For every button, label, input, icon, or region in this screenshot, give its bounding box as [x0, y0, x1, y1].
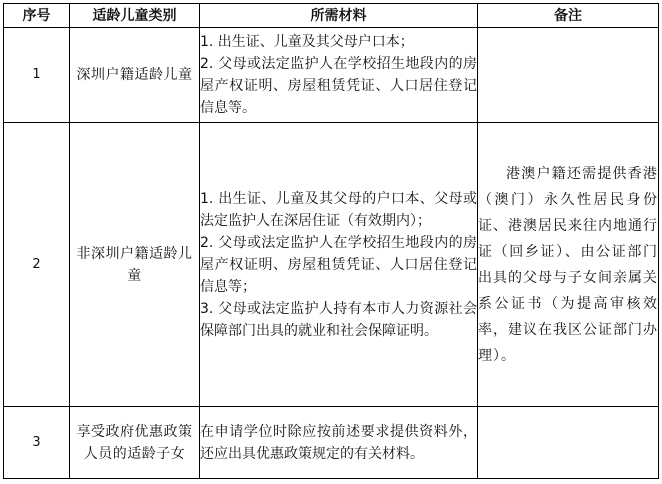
material-item: 2. 父母或法定监护人在学校招生地段内的房屋产权证明、房屋租赁凭证、人口居住登记信息等； — [200, 234, 477, 295]
header-category: 适龄儿童类别 — [70, 4, 200, 28]
row-index: 2 — [4, 123, 70, 407]
row-materials — [200, 407, 478, 479]
row-note — [478, 28, 659, 123]
row-materials — [200, 28, 478, 123]
row-note — [478, 407, 659, 479]
table-row — [4, 123, 659, 407]
material-item: 在申请学位时除应按前述要求提供资料外，还应出具优惠政策规定的有关材料。 — [200, 423, 477, 462]
row-category: 非深圳户籍适龄儿童 — [70, 123, 200, 407]
row-index: 3 — [4, 407, 70, 479]
row-category: 享受政府优惠政策人员的适龄子女 — [70, 407, 200, 479]
note-text: 港澳户籍还需提供香港（澳门）永久性居民身份证、港澳居民来往内地通行证（回乡证）、由公证部门出具的父母与子女间亲属关系公证书（为提高审核效率，建议在我区公证部门办理）。 — [478, 165, 658, 364]
material-item: 1. 出生证、儿童及其父母户口本； — [200, 34, 414, 50]
material-item: 2. 父母或法定监护人在学校招生地段内的房屋产权证明、房屋租赁凭证、人口居住登记信息等。 — [200, 56, 477, 116]
admission-materials-table — [3, 3, 659, 479]
row-materials — [200, 123, 478, 407]
material-item: 1. 出生证、儿童及其父母的户口本、父母或法定监护人在深居住证（有效期内）； — [200, 190, 477, 229]
row-note — [478, 123, 659, 407]
row-index: 1 — [4, 28, 70, 123]
row-category: 深圳户籍适龄儿童 — [70, 28, 200, 123]
table-header-row — [4, 4, 659, 28]
header-materials: 所需材料 — [200, 4, 478, 28]
table-row — [4, 28, 659, 123]
table-row — [4, 407, 659, 479]
header-index: 序号 — [4, 4, 70, 28]
material-item: 3. 父母或法定监护人持有本市人力资源社会保障部门出具的就业和社会保障证明。 — [200, 300, 477, 339]
header-notes: 备注 — [478, 4, 659, 28]
